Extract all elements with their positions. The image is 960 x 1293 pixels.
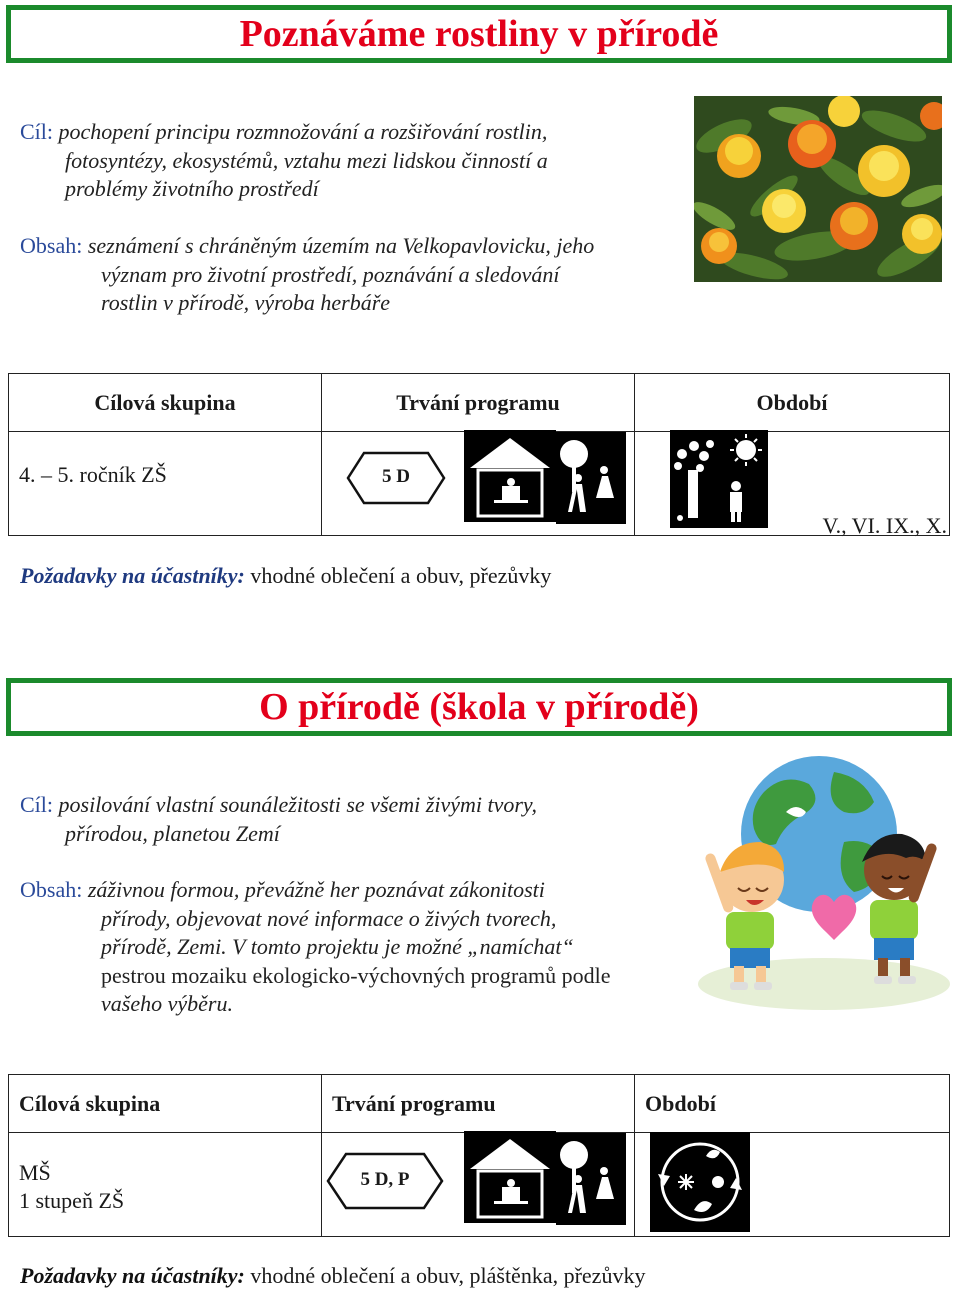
section1-target-group: 4. – 5. ročník ZŠ [19,462,167,487]
section2-content-line-1: záživnou formou, převážně her poznávat zákonitosti [87,877,545,902]
section2-header-target-cell [9,1075,322,1133]
section2-content [20,876,690,1019]
kids-earth-illustration [694,752,954,1014]
section1-header-target-cell [9,374,322,432]
section2-header-target: Cílová skupina [19,1090,161,1116]
section2-header-duration-cell [322,1075,635,1133]
section2-requirements [20,1263,645,1289]
section2-header-period-cell [635,1075,950,1133]
section2-goal-line-2: přírodou, planetou Zemí [65,820,280,846]
indoor-house-icon-2 [464,1131,556,1223]
section2-goal-line-1: posilování vlastní sounáležitosti se všemi živými tvory, [58,792,537,817]
section2-content-label: Obsah: [20,877,83,902]
section1-content-line-3: rostlin v přírodě, výroba herbáře [101,290,391,315]
section1-header-duration-cell [322,374,635,432]
section1-goal [20,118,680,204]
section2-requirements-text: vhodné oblečení a obuv, pláštěnka, přezůvky [250,1263,646,1288]
indoor-house-icon [464,430,556,522]
section2-content-line-2: přírody, objevovat nové informace o živých tvorech, [101,905,557,931]
season-cycle-icon [650,1132,750,1232]
section1-title: Poznáváme rostliny v přírodě [239,13,719,55]
section2-title-box [6,678,952,736]
section1-content-line-2: význam pro životní prostředí, poznávání a sledování [101,261,560,287]
section2-goal-label: Cíl: [20,792,54,817]
section1-goal-line-2: fotosyntézy, ekosystémů, vztahu mezi lidskou činností a [65,147,548,173]
section2-header-duration: Trvání programu [332,1090,496,1116]
section2-target-group-line-2: 1 stupeň ZŠ [19,1188,125,1213]
section2-header-period: Období [645,1090,716,1116]
section1-requirements [20,563,551,589]
section1-header-period-cell [635,374,950,432]
section1-goal-line-3: problémy životního prostředí [65,176,319,201]
section2-requirements-label: Požadavky na účastníky: [20,1263,245,1288]
section2-goal [20,791,680,848]
section1-header-duration: Trvání programu [396,389,560,415]
section1-duration: 5 D [382,466,410,487]
safflower-photo [694,96,942,282]
section1-header-period: Období [756,389,828,415]
section1-content-label: Obsah: [20,233,83,258]
tree-sun-season-icon [670,430,768,528]
section2-duration: 5 D, P [360,1169,410,1190]
section2-content-line-5: vašeho výběru. [101,991,233,1016]
section2-content-line-3: přírodě, Zemi. V tomto projektu je možné „namíchat“ [101,934,574,959]
section2-target-cell [9,1133,322,1237]
section2-target-group-line-1: MŠ [19,1160,51,1185]
section2-content-line-4: pestrou mozaiku ekologicko-výchovných programů podle [101,962,611,988]
section1-goal-line-1: pochopení principu rozmnožování a rozšiřování rostlin, [58,119,548,144]
section1-content-line-1: seznámení s chráněným územím na Velkopavlovicku, jeho [87,233,595,258]
section1-title-box [6,5,952,63]
section1-goal-label: Cíl: [20,119,54,144]
section2-title: O přírodě (škola v přírodě) [259,686,699,728]
section1-period: V., VI. IX., X. [822,513,947,538]
outdoor-walk-icon-2 [556,1133,626,1225]
section1-target-cell [9,432,322,536]
outdoor-walk-icon [556,432,626,524]
section1-requirements-label: Požadavky na účastníky: [20,563,245,588]
section1-content [20,232,690,318]
section1-requirements-text: vhodné oblečení a obuv, přezůvky [250,563,552,588]
section1-header-target: Cílová skupina [94,389,236,415]
